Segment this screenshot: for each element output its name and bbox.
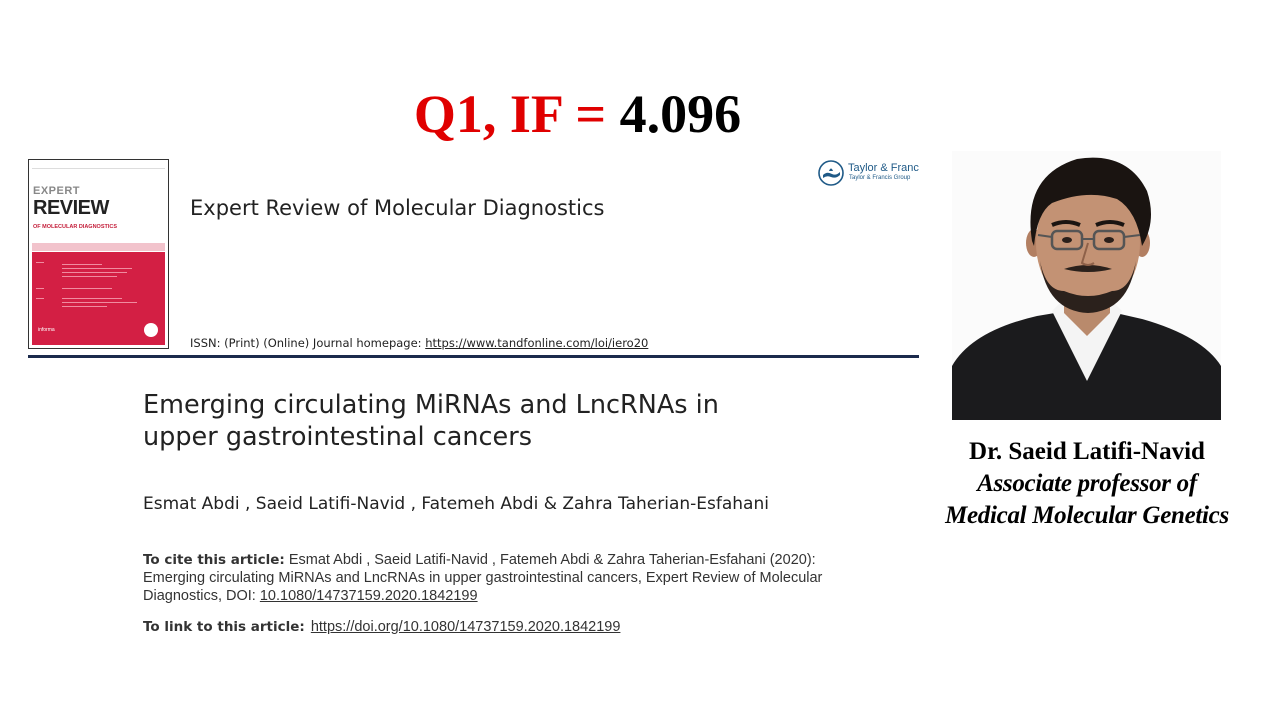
portrait-drawing: [952, 151, 1221, 420]
quartile-if-label: Q1, IF =: [413, 84, 620, 144]
cover-text-line: [62, 264, 102, 265]
cover-expert-text: EXPERT: [33, 185, 81, 197]
author-portrait-photo: [952, 151, 1221, 420]
cover-text-line: [62, 302, 137, 303]
journal-homepage-link[interactable]: https://www.tandfonline.com/loi/iero20: [425, 336, 649, 350]
cover-circle-badge: [144, 323, 158, 337]
article-title-line: Emerging circulating MiRNAs and LncRNAs in: [143, 390, 719, 420]
article-doi-url[interactable]: https://doi.org/10.1080/14737159.2020.1842199: [310, 619, 621, 635]
cover-text-line: [62, 298, 122, 299]
impact-factor-headline: [0, 84, 1155, 144]
author-role-line: Medical Molecular Genetics: [945, 502, 1229, 529]
cite-text: Esmat Abdi , Saeid Latifi-Navid , Fatemeh Abdi & Zahra Taherian-Esfahani (2020): Emerging circulating MiRNAs and LncRNAs in upper gastrointestinal cancers, Expert Review of Molecular Diagnostics, DOI:: [143, 552, 823, 604]
cover-text-line: [36, 262, 44, 263]
article-title: [143, 389, 843, 453]
cover-publisher-mark: informa: [38, 327, 55, 333]
cover-text-line: [62, 268, 132, 269]
cover-text-line: [36, 298, 44, 299]
link-label: To link to this article:: [143, 619, 305, 635]
publisher-group: Taylor & Francis Group: [849, 175, 911, 181]
publisher-name: Taylor & Franc: [848, 162, 919, 174]
cover-subtitle: OF MOLECULAR DIAGNOSTICS: [33, 224, 118, 230]
cite-label: To cite this article:: [143, 552, 285, 568]
cover-text-line: [62, 276, 117, 277]
cover-top-rule: [32, 164, 165, 169]
journal-cover-image: [28, 159, 169, 349]
article-title-line: upper gastrointestinal cancers: [143, 422, 532, 452]
lamp-icon: [818, 160, 846, 188]
author-name: Dr. Saeid Latifi-Navid: [969, 438, 1205, 465]
citation-block: [143, 551, 823, 605]
impact-factor-value: 4.096: [619, 84, 742, 144]
cover-review-text: REVIEW: [33, 197, 109, 219]
journal-title: Expert Review of Molecular Diagnostics: [190, 196, 605, 220]
cover-text-line: [62, 306, 107, 307]
author-bio: [922, 436, 1252, 532]
issn-line: [190, 336, 648, 350]
cover-red-panel: [32, 252, 165, 345]
article-authors: Esmat Abdi , Saeid Latifi-Navid , Fatemeh Abdi & Zahra Taherian-Esfahani: [143, 494, 769, 514]
cover-pink-band: [32, 243, 165, 251]
author-role-line: Associate professor of: [977, 470, 1197, 497]
taylor-francis-logo: [818, 159, 919, 189]
issn-label: ISSN: (Print) (Online) Journal homepage:: [190, 336, 426, 350]
header-divider: [28, 355, 919, 358]
article-link-row: [143, 619, 620, 635]
cover-text-line: [36, 288, 44, 289]
cover-text-line: [62, 272, 127, 273]
cover-text-line: [62, 288, 112, 289]
cite-doi-link[interactable]: 10.1080/14737159.2020.1842199: [259, 588, 478, 604]
